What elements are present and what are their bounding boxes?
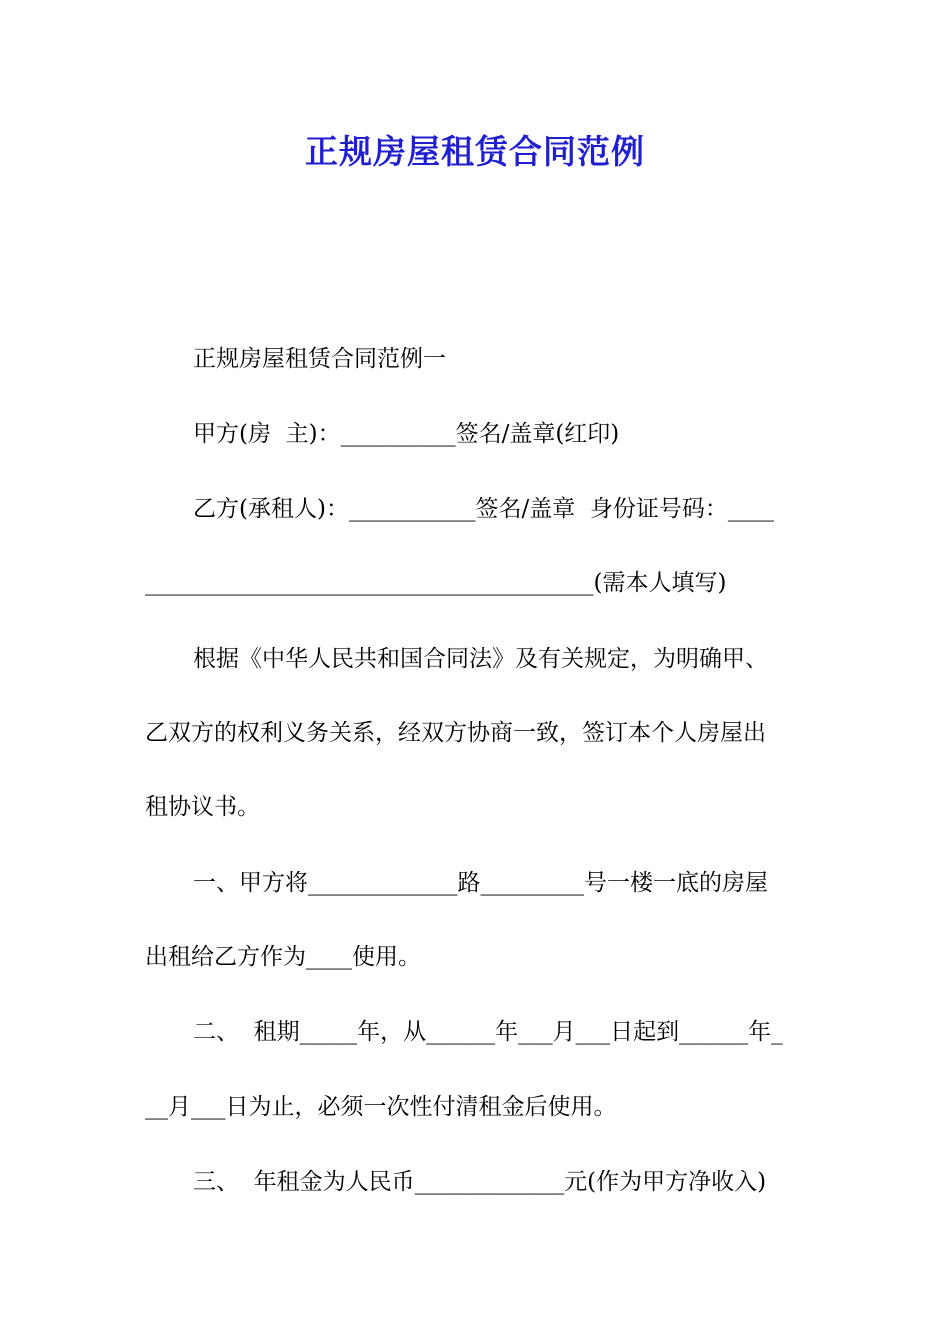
preamble-line-3: 租协议书。 [145,794,260,820]
clause-2-line-2: __月___日为止，必须一次性付清租金后使用。 [145,1094,617,1120]
party-b-line: 乙方(承租人)：___________签名/盖章 身份证号码：____ [193,496,774,522]
clause-1-line-1: 一、甲方将_____________路_________号一楼一底的房屋 [193,870,768,896]
clause-2-line-1: 二、 租期_____年，从______年___月___日起到______年_ [193,1019,783,1045]
clause-3-line-1: 三、 年租金为人民币_____________元(作为甲方净收入) [193,1169,767,1195]
clause-1-line-2: 出租给乙方作为____使用。 [145,944,421,970]
document-title: 正规房屋租赁合同范例 [305,132,645,171]
party-a-line: 甲方(房 主)：__________签名/盖章(红印) [193,421,620,447]
preamble-line-1: 根据《中华人民共和国合同法》及有关规定，为明确甲、 [193,646,768,672]
subtitle-line: 正规房屋租赁合同范例一 [193,346,446,372]
party-b-id-line: _______________________________________(需本人填写) [145,570,727,596]
preamble-line-2: 乙双方的权利义务关系，经双方协商一致，签订本个人房屋出 [145,720,766,746]
